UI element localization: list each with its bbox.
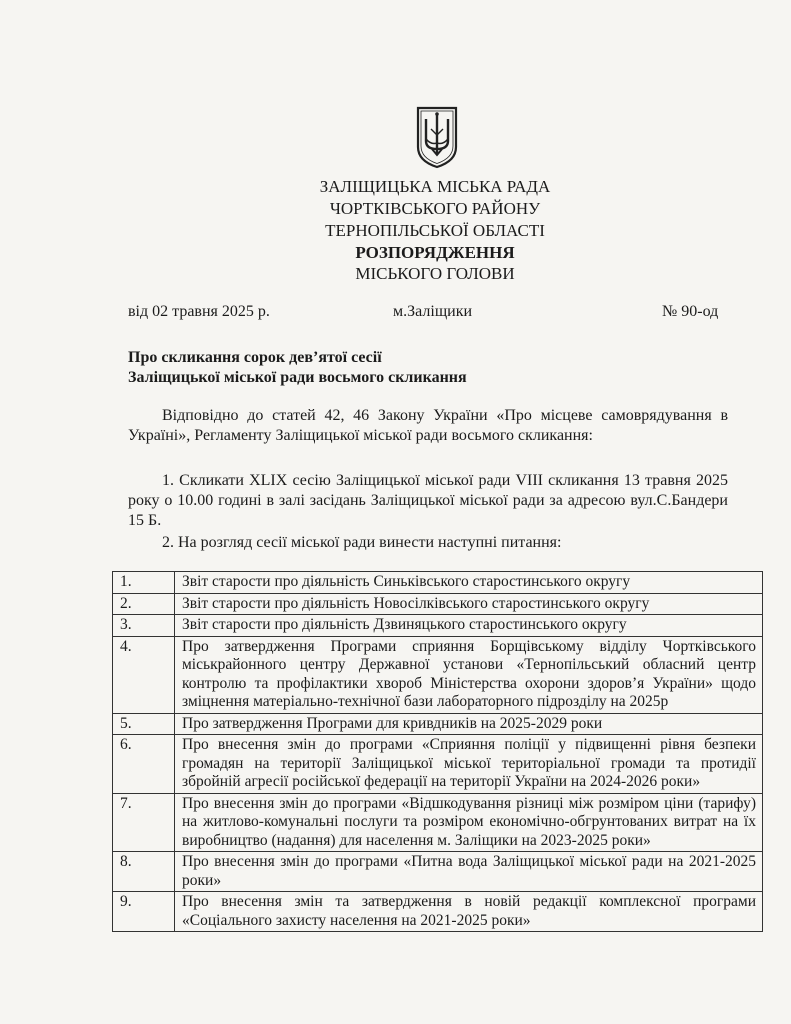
agenda-number: 5.	[113, 713, 175, 735]
agenda-text: Про внесення змін та затвердження в новій редакції комплексної програми «Соціального захисту населення на 2021-2025 роки»	[175, 892, 763, 932]
coat-of-arms-emblem	[415, 105, 459, 169]
agenda-number: 7.	[113, 793, 175, 852]
agenda-text: Звіт старости про діяльність Дзвиняцького старостинського округу	[175, 615, 763, 637]
agenda-number: 9.	[113, 892, 175, 932]
table-row	[113, 636, 763, 713]
table-row	[113, 572, 763, 594]
agenda-number: 3.	[113, 615, 175, 637]
table-row	[113, 615, 763, 637]
agenda-text: Про внесення змін до програми «Відшкодування різниці між розміром ціни (тарифу) на житлово-комунальні послуги та розміром економічно-обгрунтованих витрат на їх виробництво (надання) для населення м. Заліщики на 2023-2025 роки»	[175, 793, 763, 852]
document-subject	[128, 348, 467, 388]
agenda-number: 6.	[113, 735, 175, 794]
table-row	[113, 892, 763, 932]
agenda-number: 8.	[113, 852, 175, 892]
agenda-number: 2.	[113, 593, 175, 615]
agenda-text: Звіт старости про діяльність Новосілківського старостинського округу	[175, 593, 763, 615]
agenda-text: Про затвердження Програми для кривдників на 2025-2029 роки	[175, 713, 763, 735]
preamble-paragraph: Відповідно до статей 42, 46 Закону України «Про місцеве самоврядування в Україні», Регламенту Заліщицької міської ради восьмого скликання:	[128, 407, 728, 444]
agenda-text: Про внесення змін до програми «Питна вода Заліщицької міської ради на 2021-2025 роки»	[175, 852, 763, 892]
item-1-paragraph: 1. Скликати XLIX сесію Заліщицької міської ради VIII скликання 13 травня 2025 року о 10.00 годині в залі засідань Заліщицької міської ради за адресою вул.С.Бандери 15 Б.	[128, 472, 728, 529]
district-name: ЧОРТКІВСЬКОГО РАЙОНУ	[329, 199, 541, 218]
document-type-text: РОЗПОРЯДЖЕННЯ	[355, 243, 515, 262]
document-place: м.Заліщики	[393, 303, 473, 320]
table-row	[113, 713, 763, 735]
item-2-paragraph: 2. На розгляд сесії міської ради винести наступні питання:	[162, 534, 562, 551]
agenda-table	[112, 571, 763, 932]
agenda-text: Про внесення змін до програми «Сприяння поліції у підвищенні рівня безпеки громадян на території Заліщицької міської територіальної громади та протидії збройній агресії російської федерації на території України на 2024-2026 роки»	[175, 735, 763, 794]
council-name: ЗАЛІЩИЦЬКА МІСЬКА РАДА	[319, 177, 551, 196]
document-type	[250, 243, 620, 263]
table-row	[113, 793, 763, 852]
issuer-title: МІСЬКОГО ГОЛОВИ	[355, 264, 515, 283]
subject-line-2: Заліщицької міської ради восьмого скликання	[128, 369, 467, 386]
table-row	[113, 593, 763, 615]
table-row	[113, 735, 763, 794]
agenda-number: 1.	[113, 572, 175, 594]
document-date: від 02 травня 2025 р.	[128, 303, 270, 320]
agenda-text: Звіт старости про діяльність Синьківського старостинського округу	[175, 572, 763, 594]
agenda-text: Про затвердження Програми сприяння Борщівському відділу Чортківського міськрайонного центру Державної установи «Тернопільський обласний центр контролю та профілактики хвороб Міністерства охорони здоров’я України» щодо зміцнення матеріально-технічної бази лабораторного підрозділу на 2025р	[175, 636, 763, 713]
agenda-number: 4.	[113, 636, 175, 713]
table-row	[113, 852, 763, 892]
region-name: ТЕРНОПІЛЬСЬКОЇ ОБЛАСТІ	[325, 221, 545, 240]
subject-line-1: Про скликання сорок дев’ятої сесії	[128, 349, 382, 366]
document-number: № 90-од	[662, 303, 719, 320]
